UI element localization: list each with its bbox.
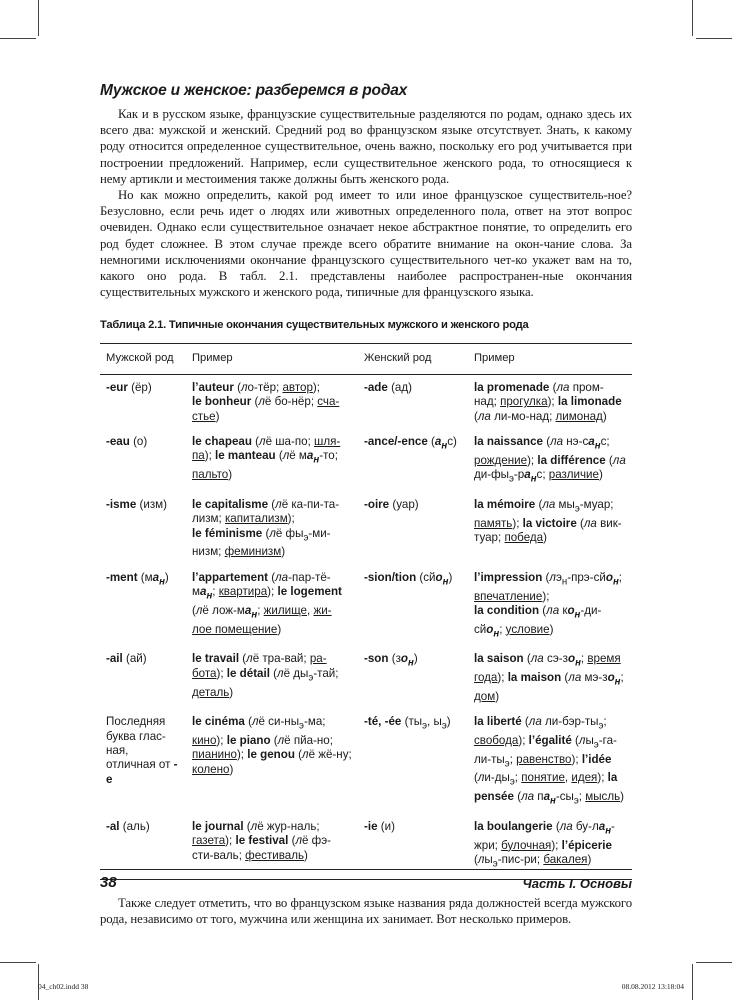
closing-text: [100, 895, 632, 927]
fem-ending: -ade (ад): [364, 380, 412, 394]
table-row: [100, 565, 632, 647]
endings-table: [100, 343, 632, 879]
fem-ending: -sion/tion (сйо$_н$): [364, 570, 453, 588]
masc-example: le chapeau (лё ша-по; шля- па); le manteau (лё $ма_н-то$; пальто): [192, 435, 341, 482]
crop-mark: [692, 0, 693, 36]
crop-mark: [696, 38, 732, 39]
masc-example: l’appartement ($ла-пар-тё-ма_н$; квартира); le logement (лё лож-$ма_н$; жилище, жи- лое помещение): [192, 570, 342, 636]
fem-ending: -ance/-ence $(а_нс)$: [364, 435, 457, 452]
crop-mark: [696, 962, 732, 963]
crop-mark: [692, 964, 693, 1000]
fem-ending: -son $(зо_н)$: [364, 652, 418, 669]
masc-example: le cinéma (лё $си-ны_э-ма$; кино); le piano (лё пйа-но; пианино); le genou (лё жё-ну; колено): [192, 715, 352, 776]
fem-example: la liberté (ла $ли-бэр-ты_э$; свобода); l’égalité ($лы_э-га-ли-ты_э$; равенство); l’idée ($ли-ды_э$; понятие, идея); la pensée (ла $па_н-сы_э$; мысль): [474, 715, 625, 807]
fem-ending: -ie (и): [358, 814, 468, 879]
masc-ending: -ail (ай): [106, 652, 147, 666]
table-row: [100, 492, 632, 565]
fem-ending: -té, -ée ($ты_э$, $ы_э$): [364, 715, 451, 732]
crop-mark: [38, 0, 39, 36]
fem-example: l’impression ($лэ_н-прэ-сйо_н$; впечатление); la condition (ла $ко_н-ди-сйо_н$; условие): [474, 570, 623, 639]
masc-ending: -eur (ёр): [106, 380, 152, 394]
fem-example: la naissance (ла $нэ-са_нс$; рождение); la différence (ла $ди-фы_э-ра_нс$; различие): [474, 435, 626, 485]
print-slug-file: 04_ch02.indd 38: [38, 982, 89, 991]
fem-example: la mémoire (ла $мы_э$-муар; память); la victoire (ла вик-туар; победа): [474, 497, 622, 545]
masc-ending: Последняя буква глас-ная, отличная от -e: [106, 715, 178, 786]
paragraph: Также следует отметить, что во французском языке названия ряда должностей всегда мужского рода, независимо от того, мужчина или женщина их занимает. Вот несколько примеров.: [100, 895, 632, 926]
table-header-row: [100, 344, 632, 374]
page-content: [100, 82, 632, 927]
fem-ending: -oire (уар): [364, 497, 419, 511]
crop-mark: [0, 962, 36, 963]
section-title: Мужское и женское: разберемся в родах: [100, 82, 408, 99]
table-row: [100, 709, 632, 814]
col-header-example: Пример: [186, 344, 358, 374]
fem-example: la boulangerie (ла $бу-ла_н$-жри; булочная); l’épicerie ($лы_э-пис-ри$; бакалея): [468, 814, 632, 879]
fem-example: la saison (ла $сэ-зо_н$; время года); la maison (ла $мэ-зо_н$; дом): [474, 652, 624, 703]
table-row: [100, 429, 632, 492]
masc-example: l’auteur (ло-тёр; автор); le bonheur (лё бо-нёр; сча- стье): [192, 380, 340, 423]
masc-ending: -isme (изм): [106, 497, 168, 511]
crop-mark: [0, 38, 36, 39]
col-header-example: Пример: [468, 344, 632, 374]
intro-text: [100, 106, 632, 300]
masc-ending: -ment $(ма_н)$: [106, 570, 169, 588]
page-number: 38: [100, 874, 117, 891]
col-header-feminine: Женский род: [358, 344, 468, 374]
masc-example: le journal (лё жур-наль; газета); le festival (лё фэ-сти-валь; фестиваль): [186, 814, 358, 879]
masc-example: le travail (лё тра-вай; ра- бота); le détail (лё $ды_э$-тай; деталь): [192, 652, 339, 699]
footer-rule: [100, 869, 632, 870]
masc-ending: -al (аль): [100, 814, 186, 879]
paragraph: Как и в русском языке, французские существительные разделяются по родам, однако здесь их всего два: мужской и женский. Средний род во французском языке отсутствует. Знать, к какому роду относится определенное существительное, очень важно, поскольку его род учитывается при построении предложений. Например, если существительное женского рода, то относящиеся к нему артикли и местоимения также должны быть женского рода.: [100, 107, 632, 186]
masc-ending: -eau (о): [106, 435, 148, 449]
print-slug-date: 08.08.2012 13:18:04: [621, 982, 684, 991]
col-header-masculine: Мужской род: [100, 344, 186, 374]
running-footer-title: Часть I. Основы: [522, 876, 632, 891]
fem-example: la promenade (ла пром-над; прогулка); la limonade (ла ли-мо-над; лимонад): [474, 380, 622, 423]
table-row: [100, 374, 632, 429]
table-caption: Таблица 2.1. Типичные окончания существительных мужского и женского рода: [100, 319, 529, 332]
paragraph: Но как можно определить, какой род имеет то или иное французское существитель-ное? Безусловно, если речь идет о людях или животных определенного пола, ответ на этот вопрос очевиден. Однако если существительное означает некое абстрактное понятие, то определить его род будет сложнее. В этом случае прежде всего обратите внимание на окон-чание слова. За немногими исключениями окончание французского существительного чет-ко укажет вам на то, какого оно рода. В табл. 2.1. представлены наиболее распространен-ные окончания существительных мужского и женского рода, типичные для французского языка.: [100, 188, 632, 300]
masc-example: le capitalisme (лё ка-пи-та-лизм; капитализм); le féminisme (лё $фы_э-ми$-низм; феминизм): [192, 497, 340, 559]
table-row: [100, 646, 632, 709]
